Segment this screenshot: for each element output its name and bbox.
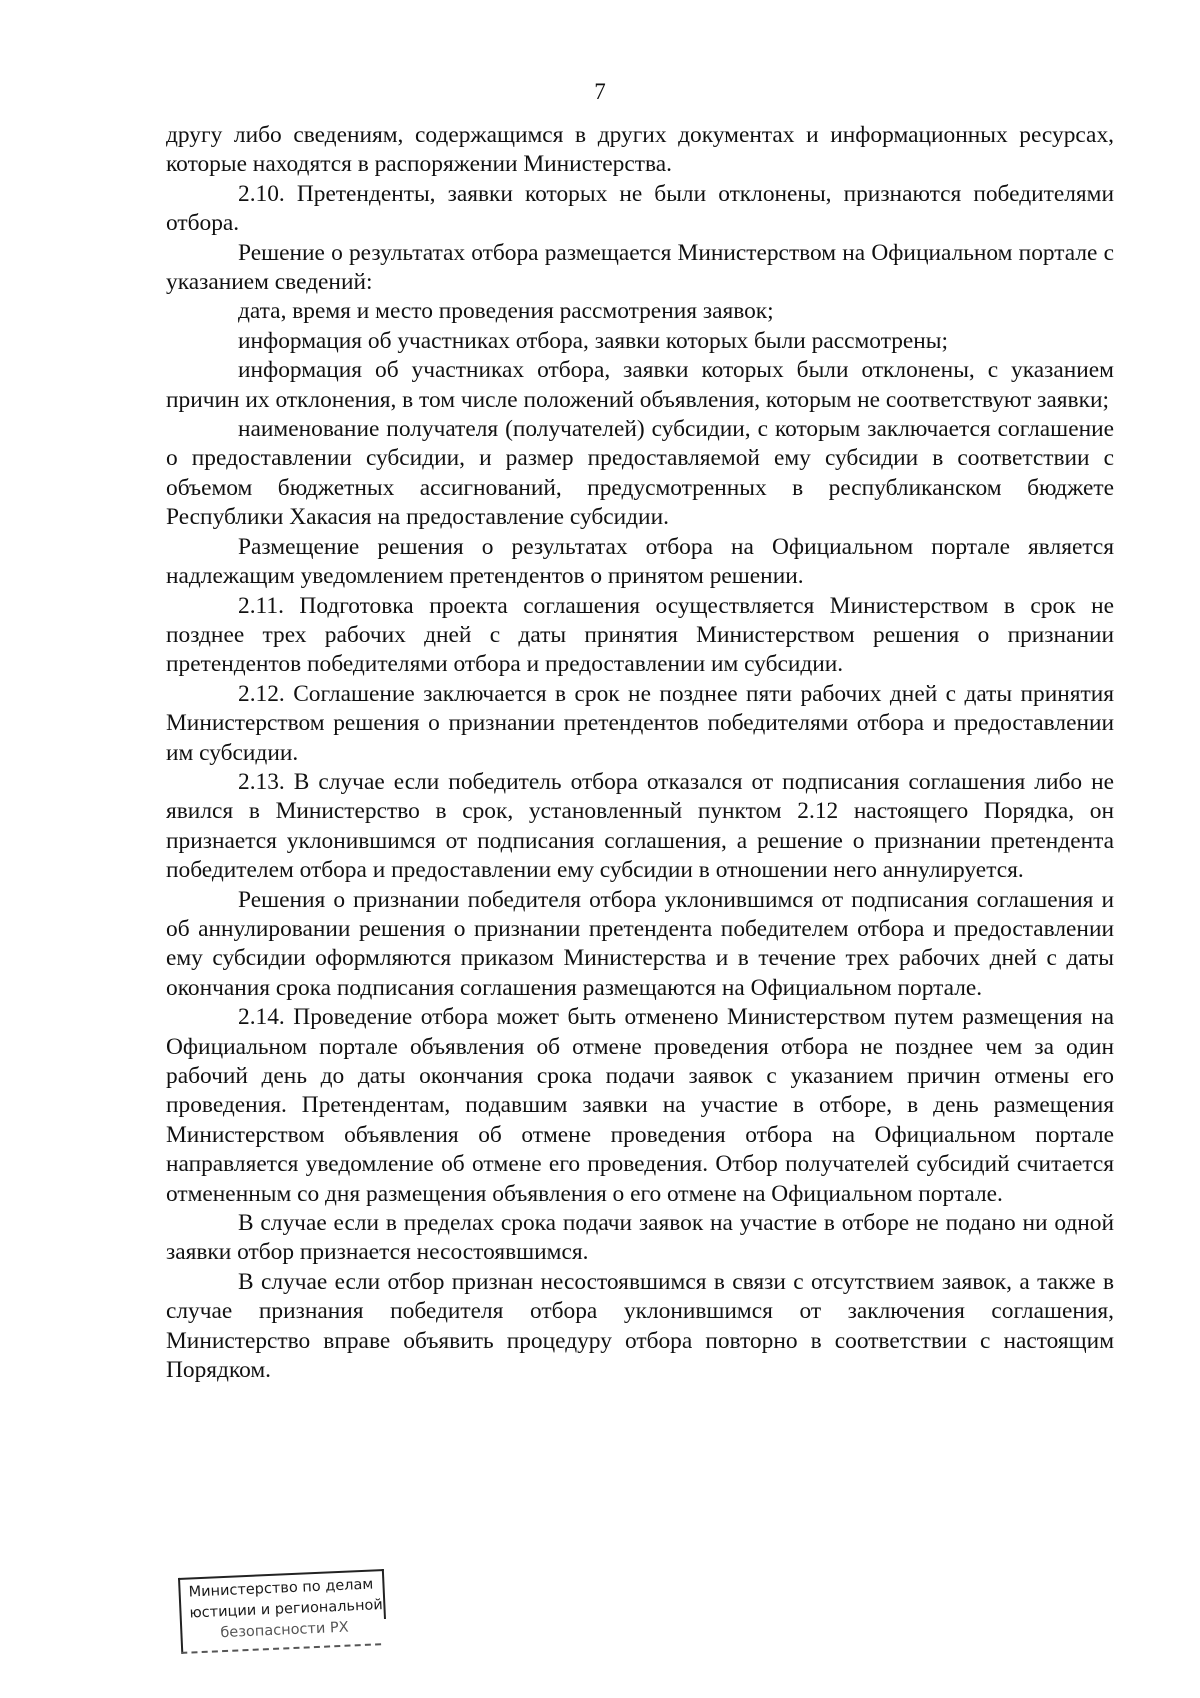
- paragraph: 2.12. Соглашение заключается в срок не позднее пяти рабочих дней с даты принятия Министерством решения о признании претендентов победителями отбора и предоставлении им субсидии.: [166, 680, 1114, 766]
- paragraph: Решение о результатах отбора размещается Министерством на Официальном портале с указанием сведений:: [166, 239, 1114, 296]
- page-number: 7: [594, 79, 606, 104]
- paragraph: Решения о признании победителя отбора уклонившимся от подписания соглашения и об аннулировании решения о признании претендента победителем отбора и предоставлении ему субсидии оформляются приказом Министерства и в течение трех рабочих дней с даты окончания срока подписания соглашения размещаются на Официальном портале.: [166, 886, 1114, 1001]
- paragraph: информация об участниках отбора, заявки которых были отклонены, с указанием причин их отклонения, в том числе положений объявления, которым не соответствуют заявки;: [166, 357, 1114, 413]
- paragraph: 2.11. Подготовка проекта соглашения осуществляется Министерством в срок не позднее трех рабочих дней с даты принятия Министерством решения о признании претендентов победителями отбора и предоставлении им субсидии.: [166, 592, 1114, 678]
- paragraph: дата, время и место проведения рассмотрения заявок;: [238, 298, 774, 325]
- paragraph: 2.14. Проведение отбора может быть отменено Министерством путем размещения на Официальном портале объявления об отмене проведения отбора не позднее чем за один рабочий день до даты окончания срока подачи заявок с указанием причин отмены его проведения. Претендентам, подавшим заявки на участие в отборе, в день размещения Министерством объявления об отмене проведения отбора на Официальном портале направляется уведомление об отмене его проведения. Отбор получателей субсидий считается отмененным со дня размещения объявления о его отмене на Официальном портале.: [166, 1004, 1114, 1207]
- paragraph: В случае если в пределах срока подачи заявок на участие в отборе не подано ни одной заявки отбор признается несостоявшимся.: [166, 1210, 1114, 1266]
- paragraph: информация об участниках отбора, заявки которых были рассмотрены;: [238, 327, 949, 354]
- stamp-line: юстиции и региональной: [189, 1597, 384, 1622]
- stamp-border-bottom: [181, 1643, 381, 1654]
- registration-stamp: [178, 1569, 387, 1656]
- paragraph: другу либо сведениям, содержащимся в других документах и информационных ресурсах, которые находятся в распоряжении Министерства.: [166, 122, 1114, 178]
- paragraph: В случае если отбор признан несостоявшимся в связи с отсутствием заявок, а также в случае признания победителя отбора уклонившимся от заключения соглашения, Министерство вправе объявить процедуру отбора повторно в соответствии с настоящим Порядком.: [166, 1268, 1114, 1384]
- stamp-line: безопасности РХ: [220, 1619, 349, 1642]
- stamp-line: Министерство по делам: [188, 1576, 374, 1601]
- stamp-border-left: [178, 1578, 183, 1654]
- paragraph: наименование получателя (получателей) субсидии, с которым заключается соглашение о предоставлении субсидии, и размер предоставляемой ему субсидии в соответствии с объемом бюджетных ассигнований, предусмотренных в республиканском бюджете Республики Хакасия на предоставление субсидии.: [166, 416, 1114, 531]
- paragraph: Размещение решения о результатах отбора на Официальном портале является надлежащим уведомлением претендентов о принятом решении.: [166, 533, 1114, 590]
- paragraph: 2.13. В случае если победитель отбора отказался от подписания соглашения либо не явился в Министерство в срок, установленный пунктом 2.12 настоящего Порядка, он признается уклонившимся от подписания соглашения, а решение о признании претендента победителем отбора и предоставлении ему субсидии в отношении него аннулируется.: [166, 768, 1114, 884]
- document-body: [166, 121, 1114, 1385]
- paragraph: 2.10. Претенденты, заявки которых не были отклонены, признаются победителями отбора.: [166, 180, 1114, 237]
